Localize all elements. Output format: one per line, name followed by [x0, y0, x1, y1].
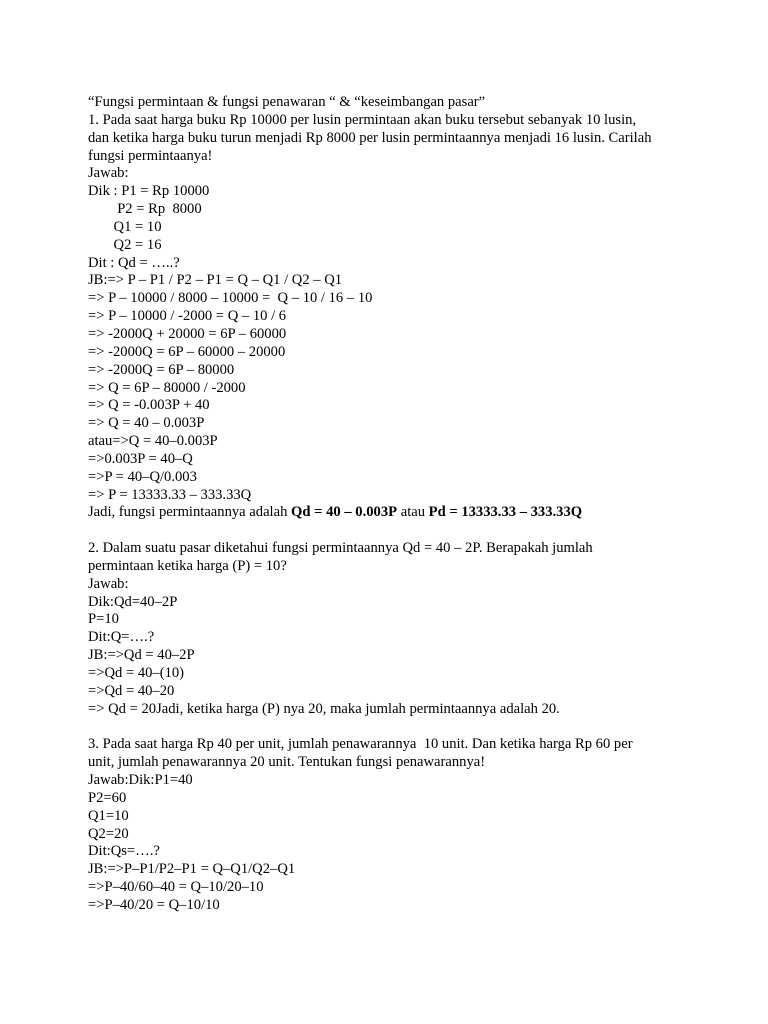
answer-line: =>P–40/60–40 = Q–10/20–10 — [88, 879, 264, 896]
answer-line: => -2000Q + 20000 = 6P – 60000 — [88, 325, 287, 342]
answer-line: => Qd = 20Jadi, ketika harga (P) nya 20, maka jumlah permintaannya adalah 20. — [88, 700, 560, 717]
answer-line: Q1 = 10 — [88, 218, 162, 235]
answer-line: => P – 10000 / -2000 = Q – 10 / 6 — [88, 308, 287, 325]
answer-line: => Q = 6P – 80000 / -2000 — [88, 379, 246, 396]
answer-line: => -2000Q = 6P – 60000 – 20000 — [88, 343, 286, 360]
conclusion-line — [88, 504, 688, 522]
question-2 — [88, 540, 688, 718]
answer-line: => P – 10000 / 8000 – 10000 = Q – 10 / 16 – 10 — [88, 290, 373, 307]
answer-line: Q1=10 — [88, 807, 129, 824]
answer-line: P2 = Rp 8000 — [88, 201, 202, 218]
conclusion-connector: atau — [397, 504, 429, 521]
document-title: “Fungsi permintaan & fungsi penawaran “ & “keseimbangan pasar” — [88, 94, 486, 110]
answer-line: =>Qd = 40–(10) — [88, 665, 185, 681]
question-text-line: dan ketika harga buku turun menjadi Rp 8000 per lusin permintaannya menjadi 16 lusin. Carilah — [88, 129, 652, 146]
answer-line: Jawab:Dik:P1=40 — [88, 772, 193, 789]
answer-line: =>P = 40–Q/0.003 — [88, 468, 197, 485]
answer-line: JB:=>Qd = 40–2P — [88, 647, 195, 664]
answer-line: =>Qd = 40–20 — [88, 682, 175, 699]
demand-function-pd: Pd = 13333.33 – 333.33Q — [428, 504, 583, 521]
demand-function-qd: Qd = 40 – 0.003P — [291, 504, 398, 521]
answer-line: P2=60 — [88, 789, 127, 806]
answer-line: Dik : P1 = Rp 10000 — [88, 183, 210, 200]
answer-line: Jawab: — [88, 165, 129, 182]
answer-line: => P = 13333.33 – 333.33Q — [88, 486, 252, 503]
paragraph-spacer — [88, 719, 688, 737]
answer-line: Dit:Q=….? — [88, 629, 155, 646]
question-text-line: 1. Pada saat harga buku Rp 10000 per lusin permintaan akan buku tersebut sebanyak 10 lusin, — [88, 111, 637, 128]
answer-line: Dit:Qs=….? — [88, 843, 160, 860]
answer-line: atau=>Q = 40–0.003P — [88, 433, 218, 450]
answer-line: Dit : Qd = …..? — [88, 254, 180, 271]
answer-line: => -2000Q = 6P – 80000 — [88, 361, 235, 378]
answer-line: =>P–40/20 = Q–10/10 — [88, 896, 220, 913]
question-3 — [88, 736, 688, 914]
question-text-line: unit, jumlah penawarannya 20 unit. Tentukan fungsi penawarannya! — [88, 754, 486, 771]
answer-line: Dik:Qd=40–2P — [88, 593, 178, 610]
answer-line: Q2 = 16 — [88, 236, 162, 253]
answer-line: JB:=> P – P1 / P2 – P1 = Q – Q1 / Q2 – Q1 — [88, 272, 343, 289]
question-text-line: 2. Dalam suatu pasar diketahui fungsi permintaannya Qd = 40 – 2P. Berapakah jumlah — [88, 540, 593, 557]
answer-line: P=10 — [88, 611, 119, 628]
question-text-line: permintaan ketika harga (P) = 10? — [88, 557, 287, 574]
answer-line: => Q = 40 – 0.003P — [88, 415, 205, 432]
paragraph-spacer — [88, 522, 688, 540]
answer-line: JB:=>P–P1/P2–P1 = Q–Q1/Q2–Q1 — [88, 861, 296, 878]
question-text-line: 3. Pada saat harga Rp 40 per unit, jumlah penawarannya 10 unit. Dan ketika harga Rp 60 per — [88, 736, 633, 753]
conclusion-prefix: Jadi, fungsi permintaannya adalah — [88, 504, 292, 521]
answer-line: Q2=20 — [88, 825, 129, 842]
question-1 — [88, 112, 688, 522]
answer-line: Jawab: — [88, 575, 129, 592]
answer-line: =>0.003P = 40–Q — [88, 450, 193, 467]
question-text-line: fungsi permintaanya! — [88, 147, 213, 164]
answer-line: => Q = -0.003P + 40 — [88, 397, 210, 414]
document-page — [88, 94, 688, 915]
